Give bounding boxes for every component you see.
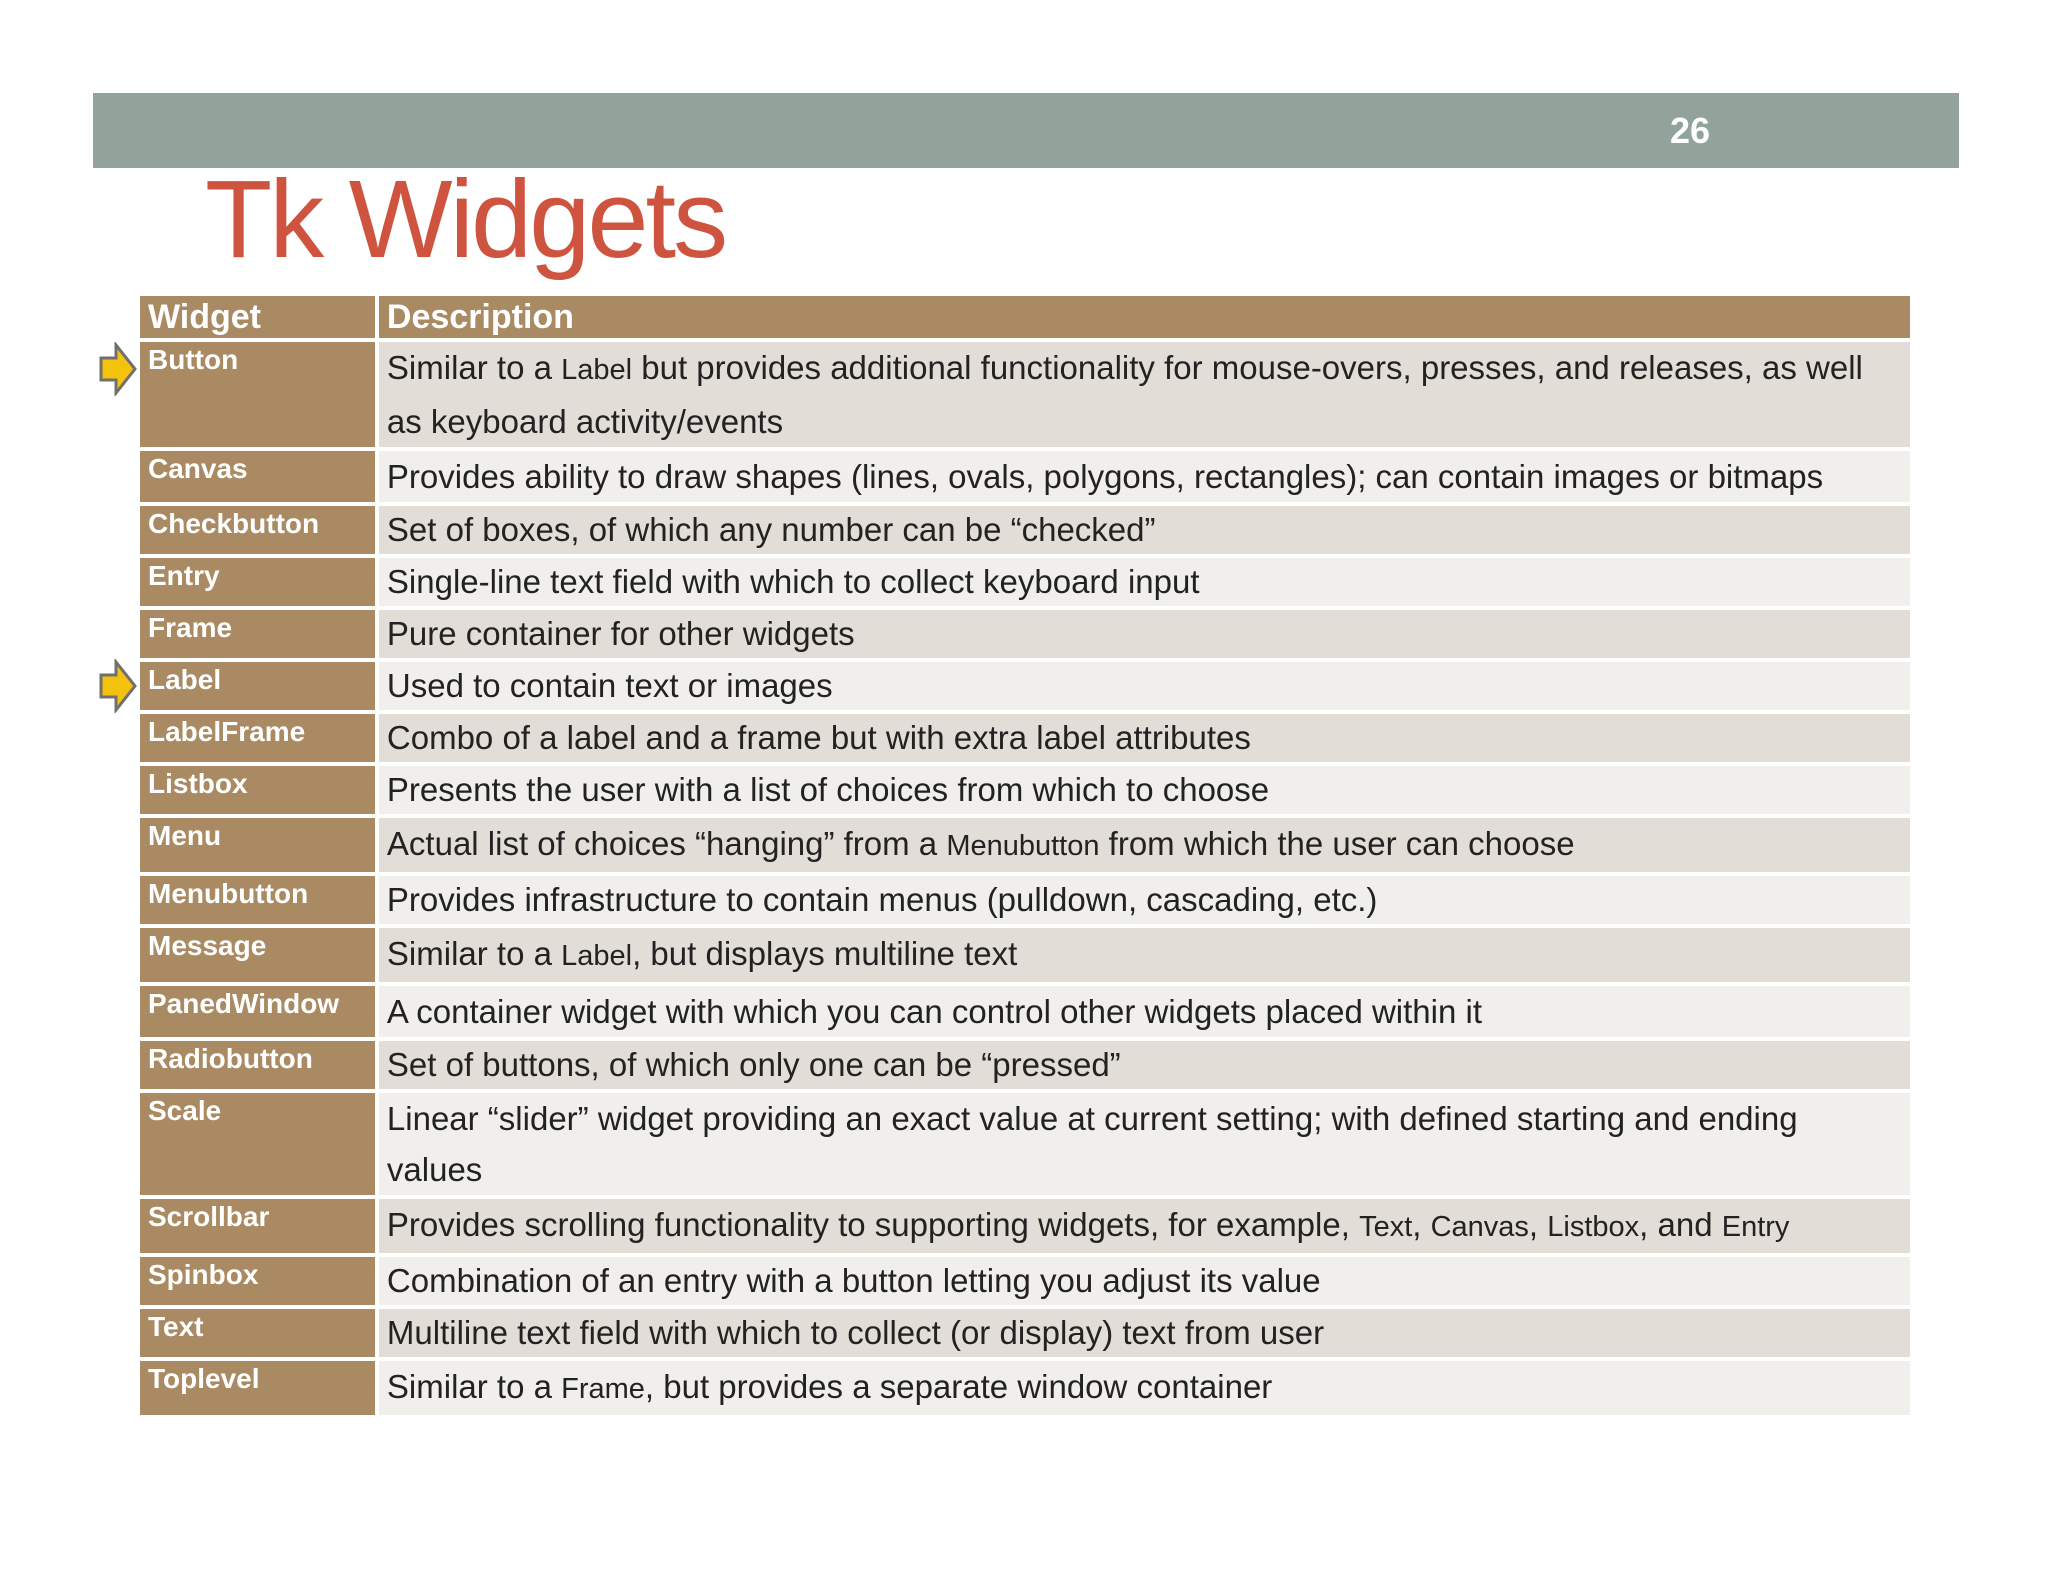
description-text: Provides scrolling functionality to supporting widgets, for example, — [386, 1206, 1360, 1243]
widget-class-name: Listbox — [1547, 1211, 1640, 1243]
widget-description-cell — [379, 558, 1910, 606]
widget-class-name: Menubutton — [946, 830, 1100, 862]
widget-name-cell: Label — [140, 662, 375, 710]
description-text: Used to contain text or images — [386, 667, 833, 704]
table-row — [140, 1257, 1910, 1305]
widget-name-cell: Checkbutton — [140, 506, 375, 554]
widget-name-cell: Toplevel — [140, 1361, 375, 1415]
yellow-arrow-icon — [98, 659, 138, 713]
widget-description-cell — [379, 506, 1910, 554]
widget-name-cell: Message — [140, 928, 375, 982]
widget-description-cell — [379, 451, 1910, 502]
description-text: Set of buttons, of which only one can be “pressed” — [386, 1046, 1121, 1083]
widget-name-cell: Entry — [140, 558, 375, 606]
description-text: , but displays multiline text — [632, 935, 1018, 972]
description-text: Pure container for other widgets — [386, 615, 855, 652]
description-text: Actual list of choices “hanging” from a — [386, 825, 947, 862]
widget-description-cell — [379, 1309, 1910, 1357]
widget-class-name: Text — [1359, 1211, 1413, 1243]
description-text: but provides additional functionality for mouse-overs, presses, and releases, as well as keyboard activity/events — [386, 349, 1863, 440]
widget-description-cell — [379, 876, 1910, 924]
description-text: Multiline text field with which to collect (or display) text from user — [386, 1314, 1325, 1351]
table-row — [140, 662, 1910, 710]
widget-class-name: Label — [561, 354, 633, 386]
widget-name-cell: LabelFrame — [140, 714, 375, 762]
widget-name-cell: Scale — [140, 1093, 375, 1195]
description-text: , but provides a separate window container — [644, 1368, 1273, 1405]
table-row — [140, 1309, 1910, 1357]
widget-description-cell — [379, 1093, 1910, 1195]
table-row — [140, 1093, 1910, 1195]
widget-class-name: Label — [561, 940, 633, 972]
table-row — [140, 1199, 1910, 1253]
widget-description-cell — [379, 928, 1910, 982]
widget-name-cell: Frame — [140, 610, 375, 658]
widget-class-name: Canvas — [1430, 1211, 1529, 1243]
description-text: Set of boxes, of which any number can be “checked” — [386, 511, 1156, 548]
description-text: from which the user can choose — [1099, 825, 1575, 862]
description-text: , — [1528, 1206, 1548, 1243]
widget-description-cell — [379, 766, 1910, 814]
table-row — [140, 451, 1910, 502]
widget-description-cell — [379, 1257, 1910, 1305]
description-text: Single-line text field with which to collect keyboard input — [386, 563, 1200, 600]
widget-description-cell — [379, 1199, 1910, 1253]
widget-description-cell — [379, 342, 1910, 447]
widget-name-cell: Button — [140, 342, 375, 447]
description-column-header: Description — [379, 296, 1910, 338]
description-text: Provides ability to draw shapes (lines, ovals, polygons, rectangles); can contain images or bitmaps — [386, 458, 1824, 495]
description-text: Similar to a — [386, 1368, 562, 1405]
widget-name-cell: Menu — [140, 818, 375, 872]
description-text: Similar to a — [386, 935, 562, 972]
yellow-arrow-icon — [98, 342, 138, 396]
widget-description-cell — [379, 1361, 1910, 1415]
description-text: Similar to a — [386, 349, 562, 386]
description-text: Combination of an entry with a button letting you adjust its value — [386, 1262, 1321, 1299]
description-text: A container widget with which you can control other widgets placed within it — [386, 993, 1482, 1030]
table-row — [140, 558, 1910, 606]
description-text: Combo of a label and a frame but with extra label attributes — [386, 719, 1251, 756]
widget-description-cell — [379, 818, 1910, 872]
widget-description-cell — [379, 662, 1910, 710]
table-header-row — [140, 296, 1910, 338]
widget-description-cell — [379, 986, 1910, 1037]
widget-column-header: Widget — [140, 296, 375, 338]
widget-name-cell: Menubutton — [140, 876, 375, 924]
widget-name-cell: Scrollbar — [140, 1199, 375, 1253]
table-row — [140, 342, 1910, 447]
widget-name-cell: Radiobutton — [140, 1041, 375, 1089]
table-row — [140, 506, 1910, 554]
widget-name-cell: Spinbox — [140, 1257, 375, 1305]
table-body — [140, 342, 1910, 1415]
description-text: Linear “slider” widget providing an exact value at current setting; with defined starting and ending values — [386, 1100, 1798, 1188]
table-row — [140, 986, 1910, 1037]
description-text: Provides infrastructure to contain menus (pulldown, cascading, etc.) — [386, 881, 1378, 918]
widget-name-cell: Canvas — [140, 451, 375, 502]
table-row — [140, 1041, 1910, 1089]
table-row — [140, 818, 1910, 872]
description-text: , and — [1639, 1206, 1722, 1243]
widget-description-cell — [379, 714, 1910, 762]
widget-description-cell — [379, 610, 1910, 658]
table-row — [140, 876, 1910, 924]
table-row — [140, 610, 1910, 658]
page-number: 26 — [1669, 110, 1711, 151]
description-text: Presents the user with a list of choices from which to choose — [386, 771, 1270, 808]
widget-name-cell: Listbox — [140, 766, 375, 814]
widget-class-name: Entry — [1721, 1211, 1790, 1243]
table-row — [140, 766, 1910, 814]
table-row — [140, 1361, 1910, 1415]
description-text: , — [1412, 1206, 1431, 1243]
widget-name-cell: PanedWindow — [140, 986, 375, 1037]
widget-class-name: Frame — [561, 1373, 645, 1405]
slide-title: Tk Widgets — [205, 158, 726, 281]
widgets-table — [136, 292, 1914, 1419]
widget-name-cell: Text — [140, 1309, 375, 1357]
table-row — [140, 714, 1910, 762]
table-row — [140, 928, 1910, 982]
widget-description-cell — [379, 1041, 1910, 1089]
